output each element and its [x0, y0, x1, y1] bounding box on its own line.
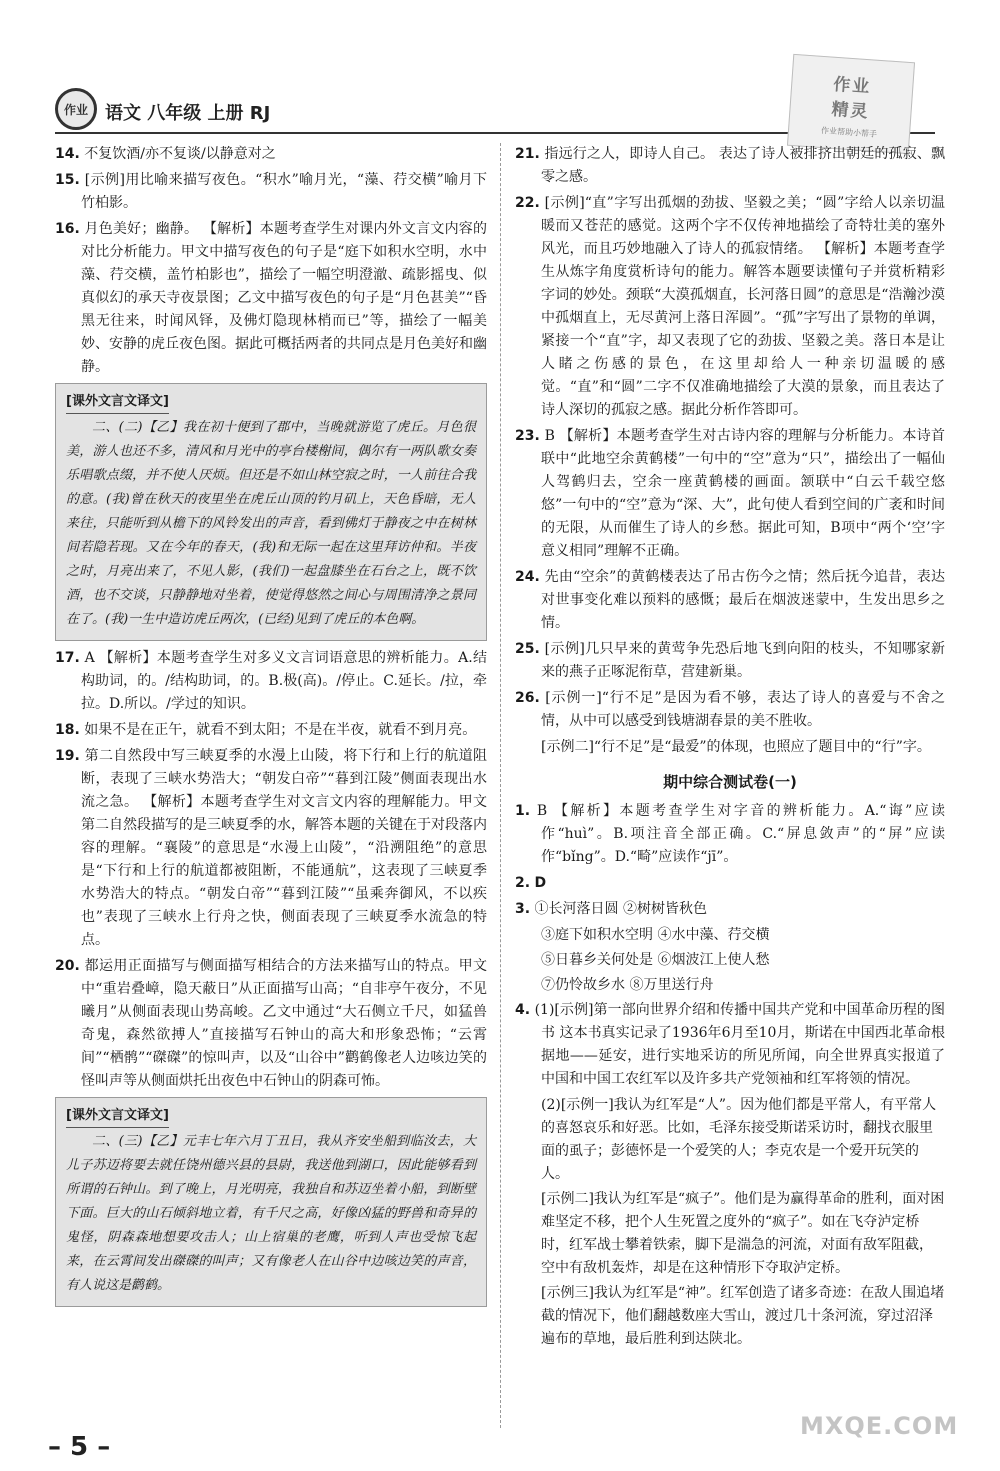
- section-title: 期中综合测试卷(一): [663, 773, 797, 791]
- column-divider: [500, 143, 501, 1428]
- exam-answer-3-line: ⑤日暮乡关何处是 ⑥烟波江上使人愁: [541, 952, 770, 968]
- exam-answer-1: 1. B 【解析】本题考查学生对字音的辨析能力。A.“诲”应读作“huì”。B.项注音全部正确。C.“屏息敛声”的“屏”应读作“bǐng”。D.“畸”应读作“jī”。: [515, 803, 945, 865]
- exam-answer-4-part2: (2)[示例一]我认为红军是“人”。因为他们都是平常人，有平常人的喜怒哀乐和好恶。比如，毛泽东接受斯诺采访时，翻找衣服里面的虱子；彭德怀是一个爱笑的人；李克农是一个爱开玩笑的人。: [541, 1097, 937, 1182]
- answer-26: 26. [示例一]“行不足”是因为看不够，表达了诗人的喜爱与不舍之情，从中可以感受到钱塘湖春景的美不胜收。: [515, 690, 945, 729]
- course-title: 语文 八年级 上册 RJ: [105, 103, 271, 124]
- answer-19: 19. 第二自然段中写三峡夏季的水漫上山陵，将下行和上行的航道阻断，表现了三峡水势浩大；“朝发白帝”“暮到江陵”侧面表现出水流之急。 【解析】本题考查学生对文言文内容的理解能力。甲文第二自然段描写的是三峡夏季的水，解答本题的关键在于对段落内容的理解。“襄陵”的意思是“水漫上山陵”，“沿溯阻绝”的意思是“下行和上行的航道都被阻断，不能通航”，这表现了三峡夏季水势浩大的特点。“朝发白帝”“暮到江陵”“虽乘奔御风，不以疾也”表现了三峡水上行舟之快，侧面表现了三峡夏季水流急的特点。: [55, 748, 488, 948]
- publisher-logo: 作业: [55, 88, 97, 130]
- translation-box-text: 二、(二)【乙】我在初十便到了郡中，当晚就游览了虎丘。月色很美，游人也还不多，清风和月光中的亭台楼榭间，偶尔有一两队歌女奏乐唱歌点缀，并不使人厌烦。但还是不如山林空寂之时，一人前往合我的意。(我)曾在秋天的夜里坐在虎丘山顶的钓月矶上，天色昏暗，无人来往，只能听到从檐下的风铃发出的声音，看到佛灯于静夜之中在树林间若隐若现。又在今年的春天，(我)和无际一起在这里拜访仲和。半夜之时，月亮出来了，不见人影，(我们)一起盘膝坐在石台之上，既不饮酒，也不交谈，只静静地对坐着，使觉得悠然之间心与周围清净之景同在了。(我)一生中造访虎丘两次，(已经)见到了虎丘的本色啊。: [66, 420, 476, 627]
- answer-23: 23. B 【解析】本题考查学生对古诗内容的理解与分析能力。本诗首联中“此地空余黄鹤楼”一句中的“空”意为“只”，描绘出了一幅仙人驾鹤归去，空余一座黄鹤楼的画面。颔联中“白云千载空悠悠”一句中的“空”意为“深、大”，此句使人看到空间的广袤和时间的无限，从而催生了诗人的乡愁。据此可知，B项中“两个‘空’字意义相同”理解不正确。: [515, 428, 945, 559]
- translation-box-text: 二、(三)【乙】元丰七年六月丁丑日，我从齐安坐船到临汝去，大儿子苏迈将要去就任饶州德兴县的县尉，我送他到湖口，因此能够看到所谓的石钟山。到了晚上，月光明亮，我独自和苏迈坐着小船，到断壁下面。巨大的山石倾斜地立着，有千尺之高，好像凶猛的野兽和奇异的鬼怪，阴森森地想要攻击人；山上宿巢的老鹰，听到人声也受惊飞起来，在云霄间发出磔磔的叫声；又有像老人在山谷中边咳边笑的声音，有人说这是鹳鹤。: [66, 1134, 476, 1293]
- exam-answer-3: 3. ①长河落日圆 ②树树皆秋色: [515, 901, 707, 917]
- answer-26-example-2: [示例二]“行不足”是“最爱”的体现，也照应了题目中的“行”字。: [541, 739, 931, 755]
- answer-24: 24. 先由“空余”的黄鹤楼表达了吊古伤今之情；然后抚今追昔，表达对世事变化难以预料的感慨；最后在烟波迷蒙中，生发出思乡之情。: [515, 569, 945, 631]
- answer-21: 21. 指远行之人，即诗人自己。 表达了诗人被排挤出朝廷的孤寂、飘零之感。: [515, 146, 946, 185]
- page-number: – 5 –: [48, 1432, 111, 1462]
- answer-22: 22. [示例]“直”字写出孤烟的劲拔、坚毅之美；“圆”字给人以亲切温暖而又苍茫的感觉。这两个字不仅传神地描绘了奇特壮美的塞外风光，而且巧妙地融入了诗人的孤寂情绪。 【解析】本题考查学生从炼字角度赏析诗句的能力。解答本题要读懂句子并赏析精彩字词的妙处。颈联“大漠孤烟直，长河落日圆”的意思是“浩瀚沙漠中孤烟直上，无尽黄河上落日浑圆”。“孤”字写出了景物的单调，紧接一个“直”字，却又表现了它的劲拔、坚毅之美。落日本是让人睹之伤感的景色，在这里却给人一种亲切温暖的感觉。“直”和“圆”二字不仅准确地描绘了大漠的景象，而且表达了诗人深切的孤寂之感。据此分析作答即可。: [515, 195, 945, 418]
- right-column: [515, 143, 945, 1353]
- answer-14: 14. 不复饮酒/亦不复谈/以静意对之: [55, 146, 276, 162]
- translation-box-title: [课外文言文译文]: [66, 1104, 169, 1128]
- left-column: [55, 143, 487, 1313]
- site-watermark: MXQE.COM: [800, 1412, 959, 1440]
- exam-answer-4: 4. (1)[示例]第一部向世界介绍和传播中国共产党和中国革命历程的图书 这本书真实记录了1936年6月至10月，斯诺在中国西北革命根据地——延安，进行实地采访的所见所闻，向全世界真实报道了中国和中国工农红军以及许多共产党领袖和红军将领的情况。: [515, 1002, 945, 1087]
- answer-18: 18. 如果不是在正午，就看不到太阳；不是在半夜，就看不到月亮。: [55, 722, 477, 738]
- exam-answer-4-part3: [示例二]我认为红军是“疯子”。他们是为赢得革命的胜利，面对困难坚定不移，把个人生死置之度外的“疯子”。如在飞夺泸定桥时，红军战士攀着铁索，脚下是湍急的河流，对面有敌军阻截，空中有敌机轰炸，却是在这种情形下夺取泸定桥。: [541, 1191, 945, 1276]
- translation-box-1: [55, 383, 487, 641]
- answer-25: 25. [示例]几只早来的黄莺争先恐后地飞到向阳的枝头，不知哪家新来的燕子正啄泥衔草，营建新巢。: [515, 641, 945, 680]
- stamp-subtitle: 作业帮助小帮手: [820, 125, 878, 139]
- answer-20: 20. 都运用正面描写与侧面描写相结合的方法来描写山的特点。甲文中“重岩叠嶂，隐天蔽日”从正面描写山高；“自非亭午夜分，不见曦月”从侧面表现山势高峻。乙文中通过“大石侧立千尺，如猛兽奇鬼，森然欲搏人”直接描写石钟山的高大和形象恐怖；“云霄间”“栖鹘”“磔磔”的惊叫声，以及“山谷中”鹳鹤像老人边咳边笑的怪叫声等从侧面烘托出夜色中石钟山的阴森可怖。: [55, 958, 488, 1089]
- answer-15: 15. [示例]用比喻来描写夜色。“积水”喻月光，“藻、荇交横”喻月下竹柏影。: [55, 172, 488, 211]
- stamp-title: 作业 精灵: [830, 74, 872, 122]
- app-stamp: [787, 54, 915, 154]
- exam-answer-3-line: ⑦仍怜故乡水 ⑧万里送行舟: [541, 977, 714, 993]
- answer-16: 16. 月色美好；幽静。 【解析】本题考查学生对课内外文言文内容的对比分析能力。甲文中描写夜色的句子是“庭下如积水空明，水中藻、荇交横，盖竹柏影也”，描绘了一幅空明澄澈、疏影摇曳、似真似幻的承天寺夜景图；乙文中描写夜色的句子是“月色甚美”“昏黑无往来，时闻风铎，及佛灯隐现林梢而已”等，描绘了一幅美妙、安静的虎丘夜色图。据此可概括两者的共同点是月色美好和幽静。: [55, 221, 487, 375]
- translation-box-2: [55, 1097, 487, 1307]
- exam-answer-3-line: ③庭下如积水空明 ④水中藻、荇交横: [541, 927, 770, 943]
- translation-box-title: [课外文言文译文]: [66, 390, 169, 414]
- answer-17: 17. A 【解析】本题考查学生对多义文言词语意思的辨析能力。A.结构助词，的。/结构助词，的。B.极(高)。/停止。C.延长。/拉，牵拉。D.所以。/学过的知识。: [55, 650, 487, 712]
- exam-answer-4-part4: [示例三]我认为红军是“神”。红军创造了诸多奇迹：在敌人围追堵截的情况下，他们翻越数座大雪山，渡过几十条河流，穿过沼泽遍布的草地，最后胜利到达陕北。: [541, 1285, 945, 1347]
- exam-answer-2: 2. D: [515, 875, 547, 891]
